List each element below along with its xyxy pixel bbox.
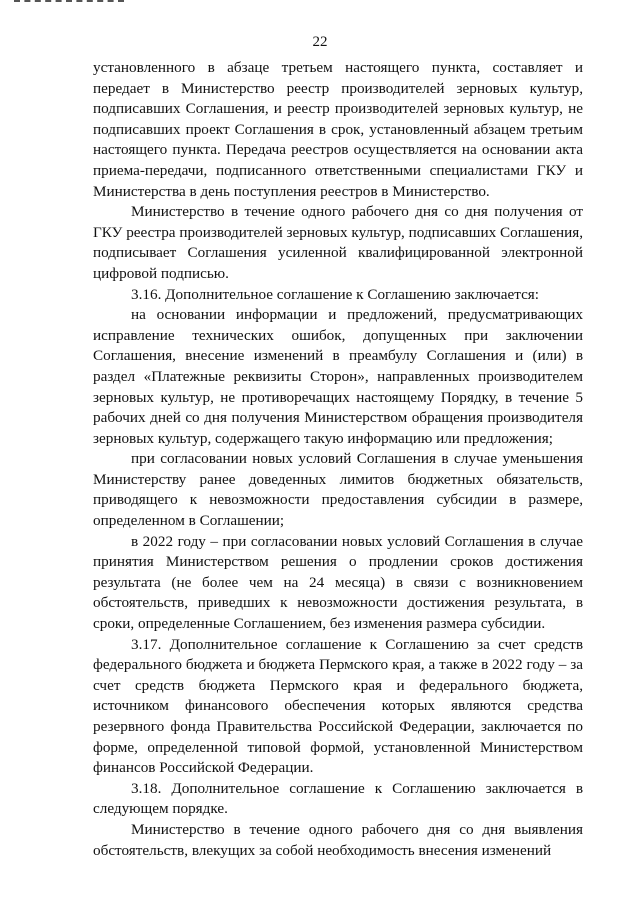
paragraph-5: при согласовании новых условий Соглашения в случае уменьшения Министерству ранее доведенных лимитов бюджетных обязательств, приводящего к невозможности предоставления субсидии в размере, определенном в Соглашении; — [93, 450, 583, 530]
paragraph-6: в 2022 году – при согласовании новых условий Соглашения в случае принятия Министерством решения о продлении сроков достижения результата (не более чем на 24 месяца) в связи с возникновением обстоятельств, приведших к невозможности достижения результата, в сроки, определенные Соглашением, без изменения размера субсидии. — [93, 532, 583, 633]
document-body — [93, 58, 583, 861]
paragraph-1: установленного в абзаце третьем настоящего пункта, составляет и передает в Министерство реестр производителей зерновых культур, подписавших Соглашения, и реестр производителей зерновых культур, не подписавших проект Соглашения в срок, установленный абзацем третьим настоящего пункта. Передача реестров осуществляется на основании акта приема-передачи, подписанного ответственными специалистами ГКУ и Министерства в день поступления реестров в Министерство. — [93, 59, 583, 200]
paragraph-7: 3.17. Дополнительное соглашение к Соглашению за счет средств федерального бюджета и бюджета Пермского края, а также в 2022 году – за счет средств бюджета Пермского края и федерального бюджета, источником финансового обеспечения которых являются средства резервного фонда Правительства Российской Федерации, заключается по форме, определенной типовой формой, установленной Министерством финансов Российской Федерации. — [93, 635, 583, 777]
page-number: 22 — [312, 34, 328, 50]
paragraph-4: на основании информации и предложений, предусматривающих исправление технических ошибок, допущенных при заключении Соглашения, внесение изменений в преамбулу Соглашения и (или) в раздел «Платежные реквизиты Сторон», направленных производителем зерновых культур, не противоречащих настоящему Порядку, в течение 5 рабочих дней со дня получения Министерством обращения производителя зерновых культур, содержащего такую информацию или предложения; — [93, 306, 583, 447]
paragraph-2: Министерство в течение одного рабочего дня со дня получения от ГКУ реестра производителей зерновых культур, подписавших Соглашения, подписывает Соглашения усиленной квалифицированной электронной цифровой подписью. — [93, 203, 583, 282]
paragraph-3: 3.16. Дополнительное соглашение к Соглашению заключается: — [131, 285, 540, 303]
paragraph-8: 3.18. Дополнительное соглашение к Соглашению заключается в следующем порядке. — [93, 779, 583, 818]
scan-edge-mark — [14, 0, 124, 5]
paragraph-9: Министерство в течение одного рабочего дня со дня выявления обстоятельств, влекущих за собой необходимость внесения изменений — [93, 820, 583, 859]
